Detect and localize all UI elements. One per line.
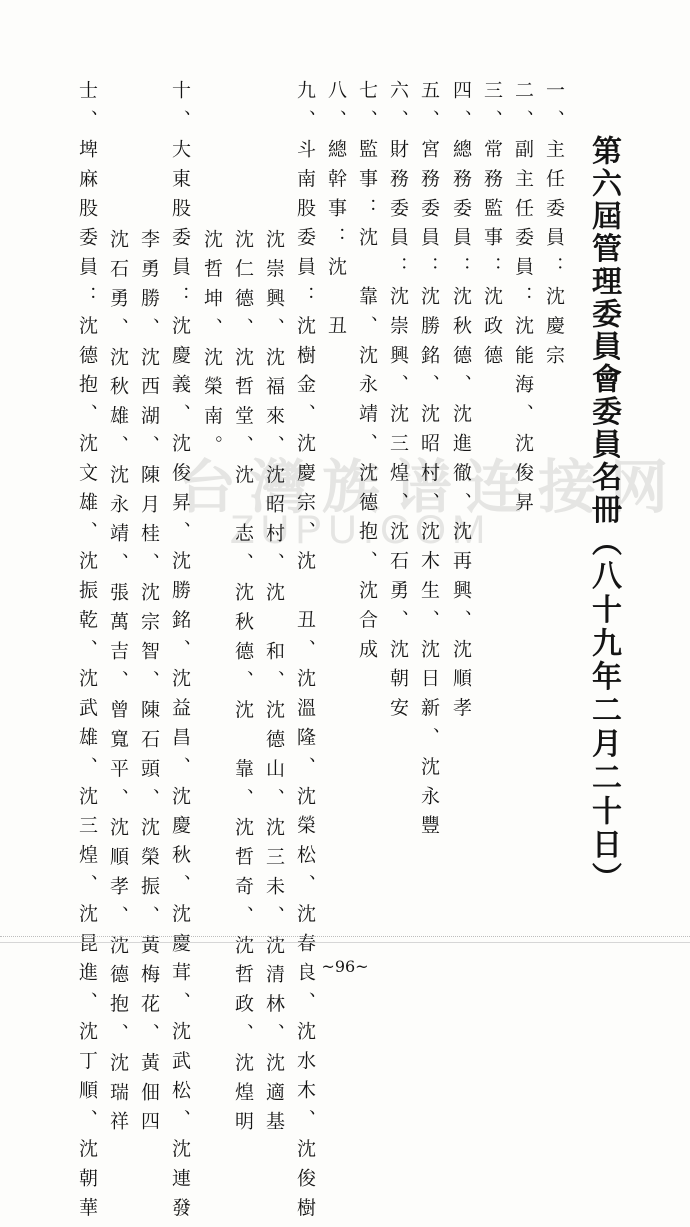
- title-date: （八十九年二月二十日）: [586, 526, 621, 896]
- title-text: 第六屆管理委員會委員名冊: [586, 135, 621, 527]
- section-dadong-header: 十、大東股委員：沈慶義、沈俊昇、沈勝銘、沈益昌、沈慶秋、沈慶茸、沈武松、沈連發: [169, 80, 191, 1227]
- section-general-affairs: 四、總務委員：沈秋德、沈進徹、沈再興、沈順孝: [450, 80, 472, 727]
- section-dadong-line: 沈石勇、沈秋雄、沈永靖、張萬吉、曾寬平、沈順孝、沈德抱、沈瑞祥: [107, 229, 129, 1141]
- page-title: [586, 135, 621, 896]
- section-dadong-line: 李勇勝、沈西湖、陳月桂、沈宗智、陳石頭、沈榮振、黃梅花、黃佃四: [138, 229, 160, 1141]
- section-executive-supervisor: 三、常務監事：沈政德: [481, 80, 503, 374]
- section-finance: 六、財務委員：沈崇興、沈三煌、沈石勇、沈朝安: [387, 80, 409, 727]
- section-chief-commissioner: 一、主任委員：沈慶宗: [543, 80, 565, 374]
- page-number: ~96~: [321, 957, 369, 976]
- section-dounan-line: 沈崇興、沈福來、沈昭村、沈 和、沈德山、沈三未、沈清林、沈適基: [263, 229, 285, 1141]
- section-temple-affairs: 五、宮務委員：沈勝銘、沈昭村、沈木生、沈日新、沈永豐: [418, 80, 440, 845]
- section-dounan-header: 九、斗南股委員：沈樹金、沈慶宗、沈 丑、沈溫隆、沈榮松、沈春良、沈水木、沈俊樹: [294, 80, 316, 1227]
- section-dounan-line: 沈仁德、沈哲堂、沈 志、沈秋德、沈 靠、沈哲奇、沈哲政、沈煌明: [232, 229, 254, 1141]
- watermark-text: 台灣族谱连接网: [178, 453, 683, 521]
- footer-dotted-rule: [0, 936, 690, 937]
- section-dounan-line: 沈哲坤、沈榮南。: [201, 229, 223, 465]
- watermark-url: ZUPU.COM: [230, 508, 492, 552]
- section-general-secretary: 八、總幹事：沈 丑: [325, 80, 347, 345]
- footer-rule: [0, 942, 690, 943]
- section-deputy-chief: 二、副主任委員：沈能海、沈俊昇: [512, 80, 534, 521]
- section-pima-header: 士、埤麻股委員：沈德抱、沈文雄、沈振乾、沈武雄、沈三煌、沈昆進、沈丁順、沈朝華: [76, 80, 98, 1227]
- section-supervisors: 七、監事：沈 靠、沈永靖、沈德抱、沈合成: [356, 80, 378, 668]
